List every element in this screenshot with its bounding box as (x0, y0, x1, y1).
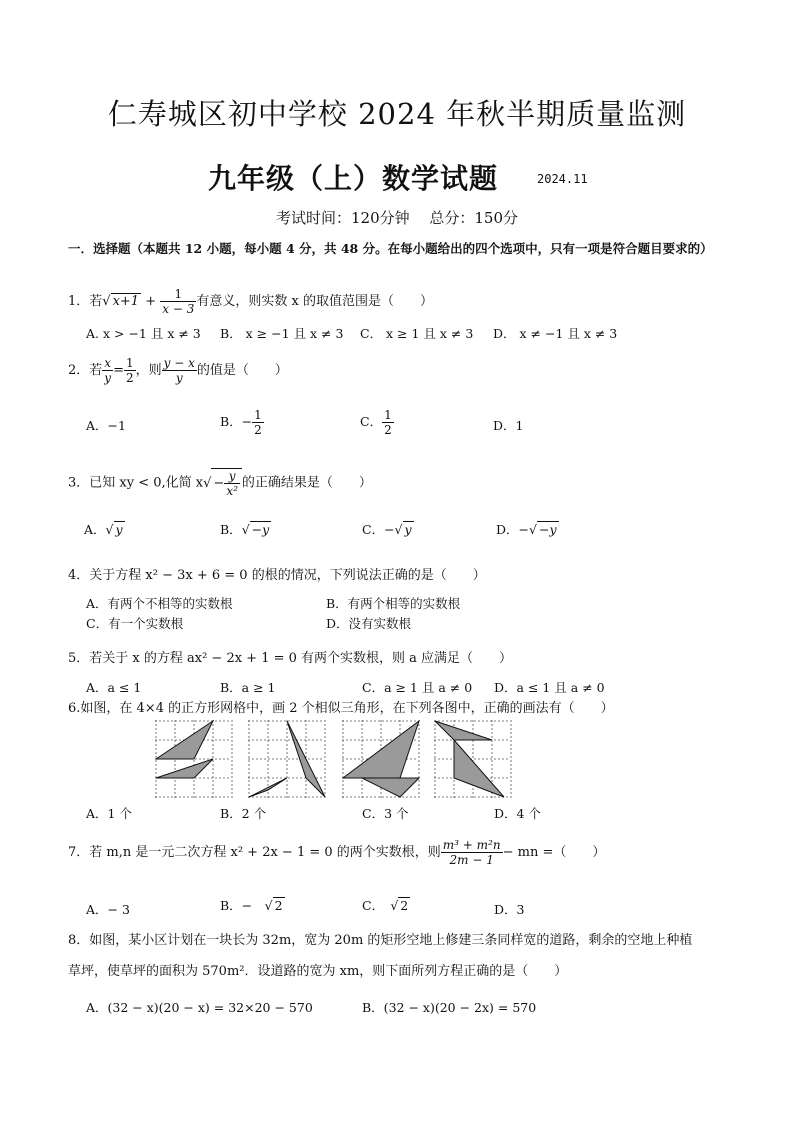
q1-option-c[interactable]: C． x ≥ 1 且 x ≠ 3 (360, 326, 474, 341)
q3-option-a[interactable]: A．√ y (84, 522, 123, 537)
q6-option-d[interactable]: D．4 个 (494, 806, 541, 821)
q3-option-c[interactable]: C．−√ y (362, 522, 412, 537)
q5-option-d[interactable]: D．a ≤ 1 且 a ≠ 0 (494, 680, 605, 695)
question-8-line-1: 8．如图，某小区计划在一块长为 32m，宽为 20m 的矩形空地上修建三条同样宽的道路，剩余的空地上种植 (68, 933, 693, 948)
q1-frac-den: x − 3 (162, 302, 195, 316)
q2-mid: ，则 (135, 363, 162, 378)
q5-option-c[interactable]: C．a ≥ 1 且 a ≠ 0 (362, 680, 473, 695)
q2-option-b-frac (252, 408, 264, 437)
q2-f3-den: y (175, 371, 183, 385)
q2-option-a[interactable]: A．−1 (86, 418, 126, 433)
q2-option-c-frac (382, 408, 394, 437)
q7-option-a[interactable]: A．− 3 (86, 902, 130, 917)
q3-d-label: D．− (496, 522, 529, 537)
q6-option-c[interactable]: C．3 个 (362, 806, 409, 821)
q2-ob-den: 2 (254, 423, 262, 437)
q4-option-c[interactable]: C．有一个实数根 (86, 616, 184, 631)
q3-c-radicand: y (404, 522, 412, 537)
q2-equals: = (113, 363, 124, 378)
q2-f1-num: x (104, 356, 112, 370)
q7-c-label: C． (362, 898, 378, 913)
q3-b-radicand: −y (251, 522, 270, 537)
exam-subtitle: 九年级（上）数学试题 (208, 162, 499, 195)
q1-option-b[interactable]: B． x ≥ −1 且 x ≠ 3 (220, 326, 344, 341)
q6-option-b[interactable]: B．2 个 (220, 806, 267, 821)
question-6-stem: 6.如图，在 4×4 的正方形网格中，画 2 个相似三角形，在下列各图中，正确的画法有（ ） (68, 701, 614, 716)
q3-b-label: B． (220, 522, 242, 537)
section-heading: 一．选择题（本题共 12 小题，每小题 4 分，共 48 分。在每小题给出的四个选项中，只有一项是符合题目要求的） (68, 241, 713, 256)
question-4-stem: 4．关于方程 x² − 3x + 6 = 0 的根的情况，下列说法正确的是（ ） (68, 568, 486, 583)
q6-figure-d (434, 720, 512, 798)
exam-info: 考试时间：120分钟 总分：150分 (275, 209, 519, 227)
q2-f2-den: 2 (125, 371, 134, 385)
q2-oc-den: 2 (384, 423, 392, 437)
q6-figure-c (342, 720, 420, 798)
q3-d-radicand: −y (538, 522, 557, 537)
q5-option-b[interactable]: B．a ≥ 1 (220, 680, 276, 695)
q8-option-a[interactable]: A．(32 − x)(20 − x) = 32×20 − 570 (86, 1000, 313, 1015)
q2-option-c[interactable] (360, 408, 394, 437)
q3-radical: √ − $\frac{y}{\text{x²}}$ (203, 468, 242, 498)
q2-stem: 的值是（ ） (196, 363, 288, 378)
q7-stem-a: 7．若 m,n 是一元二次方程 x² + 2x − 1 = 0 的两个实数根，则 (68, 845, 441, 860)
q2-frac-3 (162, 356, 197, 385)
q2-option-b-label: B．− (220, 414, 253, 429)
q4-option-b[interactable]: B．有两个相等的实数根 (326, 596, 461, 611)
q4-option-d[interactable]: D．没有实数根 (326, 616, 412, 631)
q1-option-d[interactable]: D． x ≠ −1 且 x ≠ 3 (493, 326, 618, 341)
q7-b-label: B．− (220, 898, 253, 913)
q8-option-b[interactable]: B．(32 − x)(20 − 2x) = 570 (362, 1000, 537, 1015)
q1-fraction (160, 287, 196, 316)
q4-option-a[interactable]: A．有两个不相等的实数根 (86, 596, 233, 611)
question-5-stem: 5．若关于 x 的方程 ax² − 2x + 1 = 0 有两个实数根，则 a 应满足（ ） (68, 651, 513, 666)
question-2-stem (68, 356, 288, 385)
q3-a-radicand: y (115, 522, 123, 537)
question-1-stem: 1．若√ x+1 + $\frac{1}{x - 3}$ 有意义，则实数 x 的取值范围是（ ） (68, 287, 433, 316)
q1-option-a[interactable]: A. x > −1 且 x ≠ 3 (86, 326, 201, 341)
q2-oc-num: 1 (384, 408, 392, 422)
q2-option-b[interactable] (220, 408, 264, 437)
q7-frac-den: 2m − 1 (449, 853, 494, 867)
q2-frac-1 (102, 356, 113, 385)
q7-option-c[interactable]: C． √ 2 (362, 898, 409, 913)
q1-prefix: 1．若 (68, 294, 103, 309)
q7-fraction (441, 838, 503, 867)
q1-frac-num: 1 (160, 287, 196, 302)
q1-stem: 有意义，则实数 x 的取值范围是（ ） (196, 294, 433, 309)
question-8-line-2: 草坪，使草坪的面积为 570m²．设道路的宽为 xm，则下面所列方程正确的是（ ） (68, 964, 568, 979)
q7-stem-b: − mn =（ ） (502, 845, 606, 860)
q1-radical: √ x+1 (102, 294, 140, 309)
q3-option-d[interactable]: D．−√ −y (496, 522, 557, 537)
q2-frac-2 (124, 356, 136, 385)
q2-f2-num: 1 (125, 356, 134, 370)
q2-f3-num: y − x (163, 356, 195, 370)
q2-option-c-label: C． (360, 414, 383, 429)
question-7-stem (68, 838, 605, 867)
q7-frac-num: m³ + m²n (442, 838, 501, 852)
q7-c-radicand: 2 (400, 898, 409, 913)
q2-option-d[interactable]: D．1 (493, 418, 524, 433)
q7-option-d[interactable]: D．3 (494, 902, 525, 917)
q2-f1-den: y (104, 371, 112, 385)
q7-option-b[interactable]: B．− √ 2 (220, 898, 283, 913)
q3-stem-b: 的正确结果是（ ） (241, 475, 372, 491)
q2-ob-num: 1 (254, 408, 262, 422)
q7-b-radicand: 2 (274, 898, 283, 913)
q3-stem-a: 3．已知 xy < 0,化简 x (68, 475, 204, 491)
q2-prefix: 2．若 (68, 363, 103, 378)
question-3-stem (68, 468, 372, 498)
exam-title: 仁寿城区初中学校 2024 年秋半期质量监测 (107, 97, 687, 131)
exam-date: 2024.11 (537, 172, 588, 186)
q5-option-a[interactable]: A．a ≤ 1 (86, 680, 142, 695)
q3-a-label: A． (84, 522, 106, 537)
q6-option-a[interactable]: A．1 个 (86, 806, 132, 821)
q6-figure-b (248, 720, 326, 798)
q3-c-label: C．− (362, 522, 395, 537)
q3-option-b[interactable]: B．√ −y (220, 522, 270, 537)
q6-figure-a (155, 720, 233, 798)
